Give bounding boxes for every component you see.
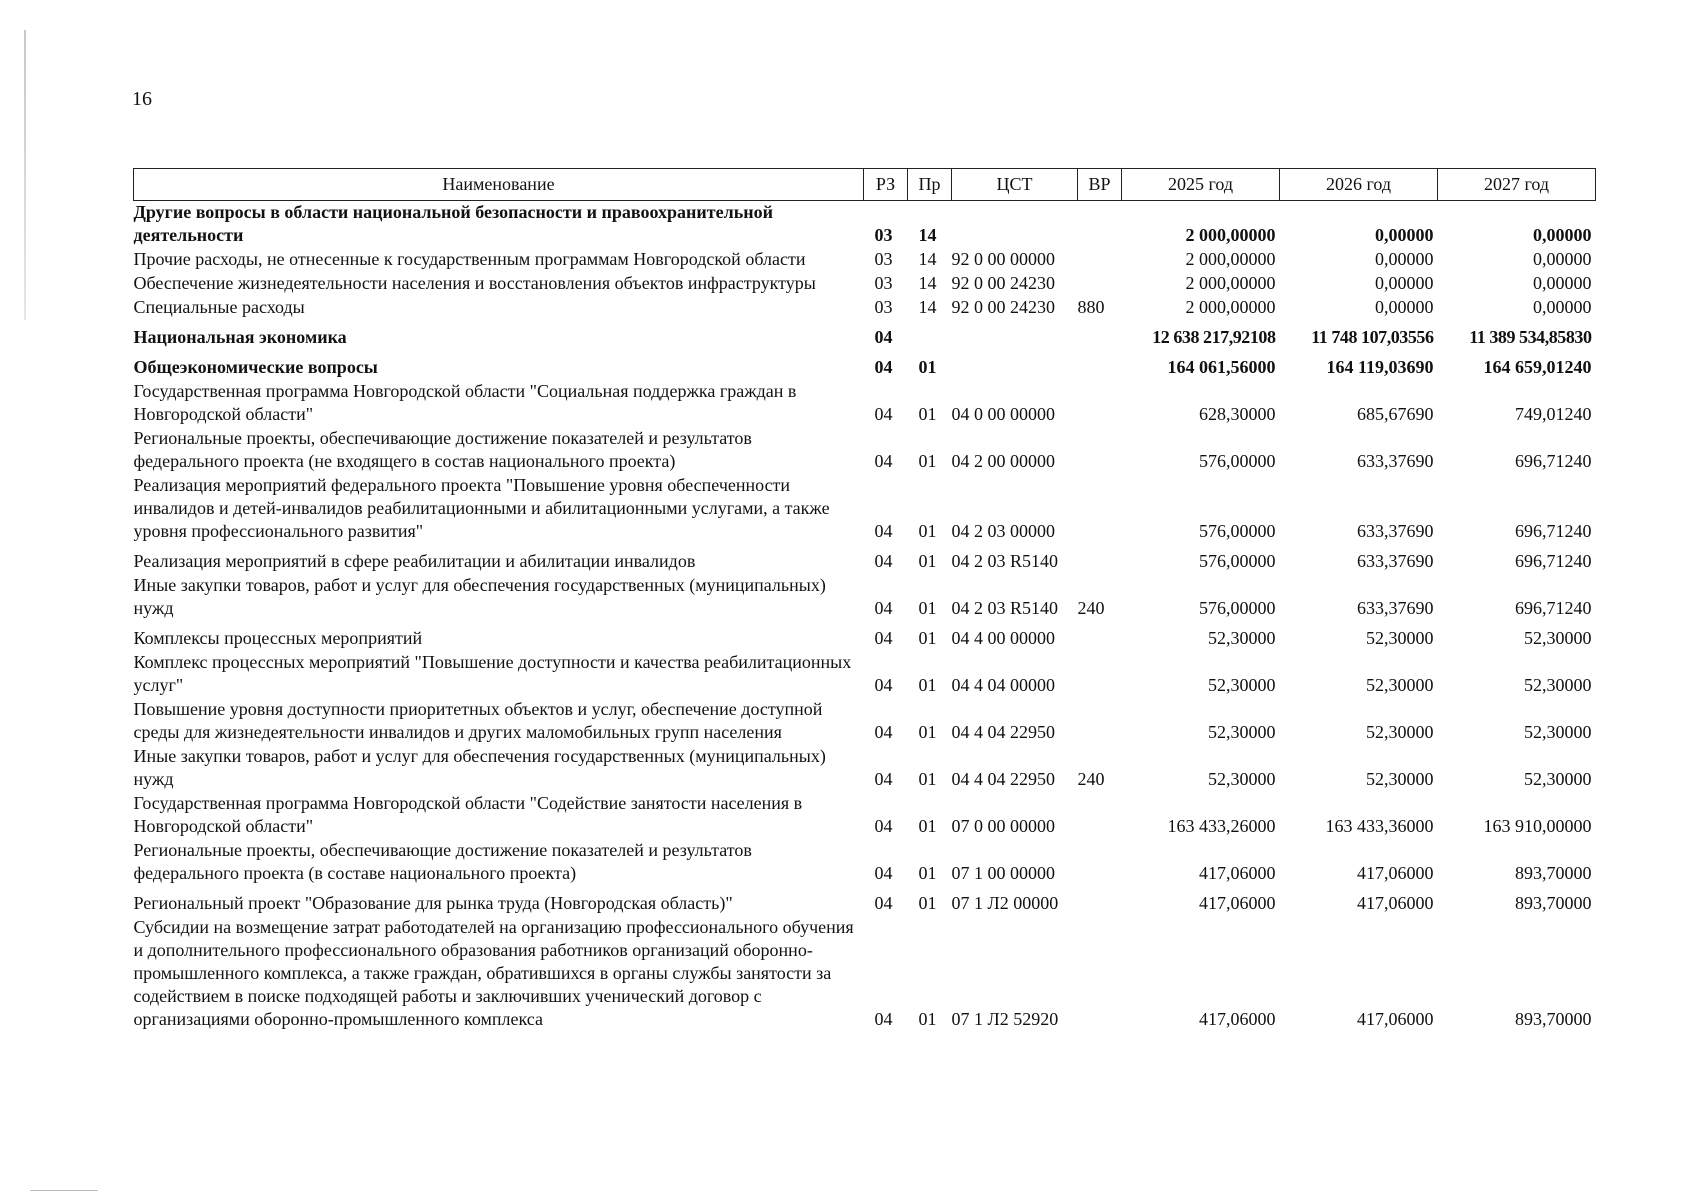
cell-2025: 576,00000 — [1199, 451, 1276, 471]
table-row — [134, 272, 1596, 296]
cell-2027: 52,30000 — [1524, 675, 1592, 695]
table-row — [134, 839, 1596, 886]
cell-cst — [952, 320, 1078, 350]
cell-rz: 03 — [874, 273, 893, 293]
cell-pr: 01 — [918, 816, 937, 836]
cell-2027: 0,00000 — [1533, 225, 1592, 245]
header-2026: 2026 год — [1280, 169, 1438, 201]
cell-pr: 01 — [918, 451, 937, 471]
cell-2027: 749,01240 — [1515, 404, 1592, 424]
cell-vr: 880 — [1077, 297, 1105, 317]
cell-2025: 52,30000 — [1208, 769, 1276, 789]
cell-2027: 893,70000 — [1515, 1009, 1592, 1029]
cell-rz: 04 — [874, 598, 893, 618]
cell-vr — [1078, 792, 1122, 839]
cell-pr: 01 — [918, 357, 937, 377]
cell-2025: 2 000,00000 — [1185, 297, 1276, 317]
cell-2027: 11 389 534,85830 — [1469, 327, 1592, 347]
cell-name: Субсидии на возмещение затрат работодателей на организацию профессионального обучения и дополнительного профессионального образования работников организаций оборонно-промышленного комплекса, а также граждан, обратившихся в органы службы занятости за содействием в поиске подходящей работы и заключивших ученический договор с организациями оборонно-промышленного комплекса — [133, 917, 854, 1029]
cell-pr: 01 — [918, 521, 937, 541]
cell-pr: 01 — [918, 893, 937, 913]
cell-pr — [908, 320, 952, 350]
cell-2026: 633,37690 — [1357, 551, 1434, 571]
budget-table — [133, 168, 1596, 1032]
cell-2026: 52,30000 — [1366, 628, 1434, 648]
cell-rz: 03 — [874, 297, 893, 317]
cell-2025: 2 000,00000 — [1185, 249, 1276, 269]
cell-vr — [1078, 621, 1122, 651]
cell-2025: 2 000,00000 — [1185, 273, 1276, 293]
cell-2025: 417,06000 — [1199, 863, 1276, 883]
scan-edge-mark-bottom — [30, 1190, 98, 1191]
cell-name: Региональные проекты, обеспечивающие достижение показателей и результатов федерального проекта (не входящего в состав национального проекта) — [133, 428, 752, 471]
cell-vr — [1078, 886, 1122, 916]
table-row — [134, 745, 1596, 792]
cell-vr — [1078, 248, 1122, 272]
cell-2025: 576,00000 — [1199, 551, 1276, 571]
cell-name: Специальные расходы — [133, 297, 305, 317]
cell-2025: 163 433,26000 — [1167, 816, 1276, 836]
table-row — [134, 651, 1596, 698]
cell-2027: 696,71240 — [1515, 598, 1592, 618]
cell-cst — [952, 201, 1078, 249]
cell-vr — [1078, 698, 1122, 745]
cell-rz: 04 — [874, 675, 893, 695]
cell-2026: 0,00000 — [1375, 225, 1434, 245]
cell-pr: 01 — [918, 722, 937, 742]
cell-2026: 417,06000 — [1357, 1009, 1434, 1029]
cell-vr — [1078, 651, 1122, 698]
cell-rz: 04 — [874, 893, 893, 913]
cell-name: Комплексы процессных мероприятий — [133, 628, 423, 648]
cell-rz: 04 — [874, 816, 893, 836]
cell-rz: 04 — [874, 769, 893, 789]
cell-2026: 52,30000 — [1366, 675, 1434, 695]
cell-vr: 240 — [1077, 598, 1105, 618]
header-pr: Пр — [908, 169, 952, 201]
cell-2027: 52,30000 — [1524, 722, 1592, 742]
cell-vr — [1078, 916, 1122, 1032]
cell-cst — [952, 350, 1078, 380]
header-cst: ЦСТ — [952, 169, 1078, 201]
cell-2027: 696,71240 — [1515, 451, 1592, 471]
cell-2026: 52,30000 — [1366, 722, 1434, 742]
cell-name: Реализация мероприятий федерального проекта "Повышение уровня обеспеченности инвалидов и детей-инвалидов реабилитационными и абилитационными услугами, а также уровня профессионального развития" — [133, 475, 830, 541]
cell-2026: 417,06000 — [1357, 893, 1434, 913]
cell-cst: 07 0 00 00000 — [951, 816, 1055, 836]
scan-edge-mark — [24, 30, 26, 320]
cell-pr: 01 — [918, 863, 937, 883]
table-row — [134, 350, 1596, 380]
cell-2026: 0,00000 — [1375, 297, 1434, 317]
table-row — [134, 474, 1596, 544]
cell-vr — [1078, 474, 1122, 544]
header-2025: 2025 год — [1122, 169, 1280, 201]
cell-pr: 14 — [918, 249, 937, 269]
cell-cst: 04 0 00 00000 — [951, 404, 1055, 424]
cell-name: Государственная программа Новгородской области "Содействие занятости населения в Новгородской области" — [133, 793, 803, 836]
cell-2027: 0,00000 — [1533, 273, 1592, 293]
header-name: Наименование — [134, 169, 864, 201]
cell-cst: 04 2 03 R5140 — [951, 598, 1059, 618]
cell-2027: 893,70000 — [1515, 893, 1592, 913]
cell-name: Общеэкономические вопросы — [133, 357, 378, 377]
cell-pr: 01 — [918, 1009, 937, 1029]
cell-cst: 04 2 00 00000 — [951, 451, 1055, 471]
cell-2025: 52,30000 — [1208, 675, 1276, 695]
cell-rz: 04 — [874, 551, 893, 571]
cell-cst: 92 0 00 24230 — [951, 297, 1055, 317]
cell-2026: 685,67690 — [1357, 404, 1434, 424]
cell-2027: 163 910,00000 — [1483, 816, 1592, 836]
header-vr: ВР — [1078, 169, 1122, 201]
cell-2025: 417,06000 — [1199, 893, 1276, 913]
cell-rz: 04 — [874, 357, 893, 377]
cell-cst: 04 2 03 R5140 — [951, 551, 1059, 571]
cell-2027: 696,71240 — [1515, 521, 1592, 541]
cell-2026: 633,37690 — [1357, 521, 1434, 541]
cell-vr — [1078, 544, 1122, 574]
cell-rz: 04 — [874, 722, 893, 742]
cell-2025: 164 061,56000 — [1167, 357, 1276, 377]
table-header-row — [134, 169, 1596, 201]
table-row — [134, 886, 1596, 916]
table-row — [134, 792, 1596, 839]
table-row — [134, 621, 1596, 651]
cell-rz: 04 — [874, 863, 893, 883]
cell-name: Реализация мероприятий в сфере реабилитации и абилитации инвалидов — [133, 551, 696, 571]
cell-rz: 04 — [874, 521, 893, 541]
cell-vr — [1078, 427, 1122, 474]
cell-name: Другие вопросы в области национальной безопасности и правоохранительной деятельности — [133, 202, 773, 245]
cell-2026: 633,37690 — [1357, 451, 1434, 471]
table-body — [134, 201, 1596, 1033]
table-row — [134, 427, 1596, 474]
cell-vr — [1078, 272, 1122, 296]
cell-cst: 04 4 04 00000 — [951, 675, 1055, 695]
cell-cst: 04 4 04 22950 — [951, 769, 1055, 789]
cell-vr — [1078, 380, 1122, 427]
cell-name: Региональный проект "Образование для рынка труда (Новгородская область)" — [133, 893, 733, 913]
cell-name: Иные закупки товаров, работ и услуг для обеспечения государственных (муниципальных) нужд — [133, 746, 826, 789]
page-number: 16 — [132, 88, 152, 110]
header-rz: РЗ — [864, 169, 908, 201]
cell-pr: 14 — [918, 225, 937, 245]
cell-name: Прочие расходы, не отнесенные к государственным программам Новгородской области — [133, 249, 806, 269]
cell-cst: 04 4 04 22950 — [951, 722, 1055, 742]
cell-rz: 04 — [874, 628, 893, 648]
cell-pr: 01 — [918, 598, 937, 618]
cell-pr: 14 — [918, 297, 937, 317]
cell-pr: 14 — [918, 273, 937, 293]
cell-2027: 0,00000 — [1533, 297, 1592, 317]
cell-2027: 164 659,01240 — [1483, 357, 1592, 377]
cell-pr: 01 — [918, 675, 937, 695]
cell-cst: 07 1 Л2 00000 — [951, 893, 1059, 913]
table-row — [134, 698, 1596, 745]
cell-rz: 04 — [874, 1009, 893, 1029]
cell-2027: 0,00000 — [1533, 249, 1592, 269]
cell-name: Комплекс процессных мероприятий "Повышение доступности и качества реабилитационных услуг" — [133, 652, 852, 695]
cell-rz: 04 — [874, 451, 893, 471]
cell-2026: 417,06000 — [1357, 863, 1434, 883]
cell-2025: 2 000,00000 — [1185, 225, 1276, 245]
cell-vr — [1078, 320, 1122, 350]
cell-2025: 417,06000 — [1199, 1009, 1276, 1029]
cell-2026: 0,00000 — [1375, 273, 1434, 293]
table-row — [134, 544, 1596, 574]
cell-2025: 52,30000 — [1208, 722, 1276, 742]
cell-name: Повышение уровня доступности приоритетных объектов и услуг, обеспечение доступной среды для жизнедеятельности инвалидов и других маломобильных групп населения — [133, 699, 823, 742]
cell-2027: 696,71240 — [1515, 551, 1592, 571]
cell-2026: 164 119,03690 — [1326, 357, 1434, 377]
table-row — [134, 916, 1596, 1032]
cell-2025: 52,30000 — [1208, 628, 1276, 648]
cell-2026: 163 433,36000 — [1325, 816, 1434, 836]
cell-vr — [1078, 201, 1122, 249]
cell-cst: 92 0 00 24230 — [951, 273, 1055, 293]
cell-name: Региональные проекты, обеспечивающие достижение показателей и результатов федерального проекта (в составе национального проекта) — [133, 840, 752, 883]
cell-vr — [1078, 839, 1122, 886]
cell-cst: 04 4 00 00000 — [951, 628, 1055, 648]
cell-cst: 07 1 00 00000 — [951, 863, 1055, 883]
table-row — [134, 296, 1596, 320]
cell-2025: 12 638 217,92108 — [1152, 327, 1276, 347]
table-row — [134, 248, 1596, 272]
cell-pr: 01 — [918, 404, 937, 424]
cell-2026: 52,30000 — [1366, 769, 1434, 789]
cell-cst: 92 0 00 00000 — [951, 249, 1055, 269]
cell-cst: 04 2 03 00000 — [951, 521, 1055, 541]
table-row — [134, 201, 1596, 249]
table-row — [134, 574, 1596, 621]
cell-name: Обеспечение жизнедеятельности населения и восстановления объектов инфраструктуры — [133, 273, 816, 293]
cell-2027: 893,70000 — [1515, 863, 1592, 883]
cell-2026: 633,37690 — [1357, 598, 1434, 618]
cell-2025: 576,00000 — [1199, 598, 1276, 618]
cell-2025: 576,00000 — [1199, 521, 1276, 541]
header-2027: 2027 год — [1438, 169, 1596, 201]
cell-name: Государственная программа Новгородской области "Социальная поддержка граждан в Новгородской области" — [133, 381, 797, 424]
cell-2026: 11 748 107,03556 — [1311, 327, 1434, 347]
cell-rz: 04 — [874, 404, 893, 424]
cell-cst: 07 1 Л2 52920 — [951, 1009, 1059, 1029]
cell-vr: 240 — [1077, 769, 1105, 789]
cell-rz: 03 — [874, 225, 893, 245]
cell-name: Национальная экономика — [133, 327, 347, 347]
cell-vr — [1078, 350, 1122, 380]
cell-pr: 01 — [918, 769, 937, 789]
cell-rz: 04 — [874, 327, 893, 347]
cell-2026: 0,00000 — [1375, 249, 1434, 269]
cell-2027: 52,30000 — [1524, 769, 1592, 789]
table-row — [134, 380, 1596, 427]
cell-pr: 01 — [918, 628, 937, 648]
cell-name: Иные закупки товаров, работ и услуг для обеспечения государственных (муниципальных) нужд — [133, 575, 826, 618]
cell-2027: 52,30000 — [1524, 628, 1592, 648]
cell-rz: 03 — [874, 249, 893, 269]
cell-2025: 628,30000 — [1199, 404, 1276, 424]
cell-pr: 01 — [918, 551, 937, 571]
table-row — [134, 320, 1596, 350]
